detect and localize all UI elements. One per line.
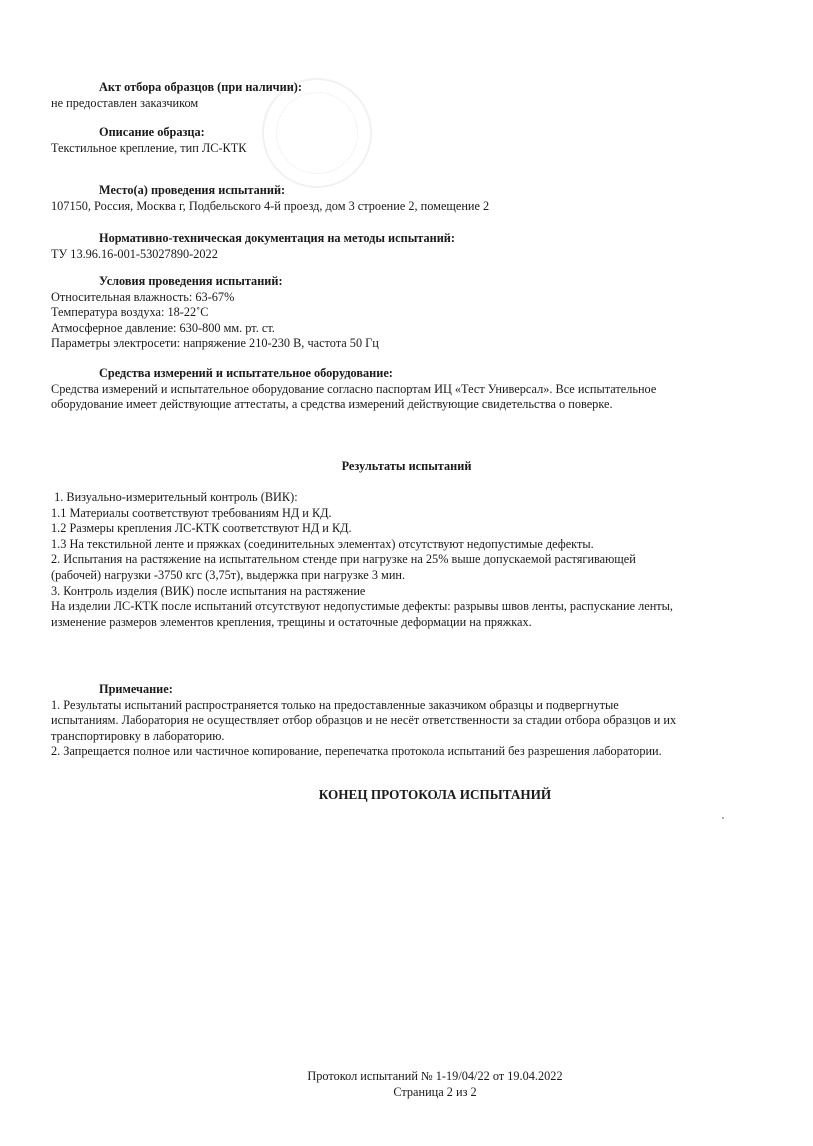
equipment-section bbox=[51, 366, 791, 413]
conditions-line: Относительная влажность: 63-67% bbox=[51, 289, 235, 304]
conditions-line: Параметры электросети: напряжение 210-230 В, частота 50 Гц bbox=[51, 336, 379, 351]
notes-section bbox=[51, 682, 761, 760]
results-line: 3. Контроль изделия (ВИК) после испытания на растяжение bbox=[51, 583, 366, 598]
end-of-protocol: КОНЕЦ ПРОТОКОЛА ИСПЫТАНИЙ bbox=[318, 787, 552, 802]
results-line: изменение размеров элементов крепления, трещины и остаточные деформации на пряжках. bbox=[51, 614, 532, 629]
test-location-heading: Место(а) проведения испытаний: bbox=[99, 183, 286, 197]
sampling-act-heading: Акт отбора образцов (при наличии): bbox=[99, 80, 302, 94]
notes-line: транспортировку в лабораторию. bbox=[51, 728, 225, 743]
results-line: На изделии ЛС-КТК после испытаний отсутствуют недопустимые дефекты: разрывы швов ленты, распускание ленты, bbox=[51, 599, 674, 614]
equipment-heading: Средства измерений и испытательное оборудование: bbox=[99, 366, 393, 380]
sample-description-text: Текстильное крепление, тип ЛС-КТК bbox=[51, 140, 247, 155]
equipment-line: оборудование имеет действующие аттестаты, а средства измерений действующие свидетельства о поверке. bbox=[51, 397, 613, 412]
footer-page-number: Страница 2 из 2 bbox=[393, 1084, 477, 1099]
conditions-line: Атмосферное давление: 630-800 мм. рт. ст. bbox=[51, 320, 275, 335]
normative-docs-section bbox=[51, 231, 771, 262]
test-location-text: 107150, Россия, Москва г, Подбельского 4-й проезд, дом 3 строение 2, помещение 2 bbox=[51, 198, 490, 213]
conditions-section bbox=[51, 274, 771, 352]
conditions-line: Температура воздуха: 18-22˚С bbox=[51, 305, 209, 320]
page-footer bbox=[0, 1069, 813, 1100]
results-line: 1.2 Размеры крепления ЛС-КТК соответствуют НД и КД. bbox=[51, 521, 352, 536]
results-line: 1.3 На текстильной ленте и пряжках (соединительных элементах) отсутствуют недопустимые дефекты. bbox=[51, 536, 594, 551]
results-line: (рабочей) нагрузки -3750 кгс (3,75т), выдержка при нагрузке 3 мин. bbox=[51, 567, 406, 582]
notes-heading: Примечание: bbox=[99, 682, 173, 696]
footer-protocol-number: Протокол испытаний № 1-19/04/22 от 19.04.2022 bbox=[307, 1069, 563, 1083]
sampling-act-section bbox=[51, 80, 771, 111]
notes-line: 1. Результаты испытаний распространяется только на предоставленные заказчиком образцы и подвергнутые bbox=[51, 697, 619, 712]
equipment-line: Средства измерений и испытательное оборудование согласно паспортам ИЦ «Тест Универсал». Все испытательное bbox=[51, 381, 657, 396]
normative-docs-text: ТУ 13.96.16-001-53027890-2022 bbox=[51, 246, 218, 261]
sample-description-section bbox=[51, 125, 771, 156]
results-section bbox=[51, 490, 751, 630]
scan-speck bbox=[722, 817, 724, 819]
notes-line: испытаниям. Лаборатория не осуществляет отбор образцов и не несёт ответственности за стадии отбора образцов и их bbox=[51, 713, 677, 728]
sampling-act-text: не предоставлен заказчиком bbox=[51, 95, 199, 110]
normative-docs-heading: Нормативно-техническая документация на методы испытаний: bbox=[99, 231, 455, 245]
results-line: 1. Визуально-измерительный контроль (ВИК): bbox=[51, 490, 298, 504]
sample-description-heading: Описание образца: bbox=[99, 125, 205, 139]
test-location-section bbox=[51, 183, 771, 214]
results-line: 2. Испытания на растяжение на испытательном стенде при нагрузке на 25% выше допускаемой растягивающей bbox=[51, 552, 636, 567]
results-heading: Результаты испытаний bbox=[341, 459, 472, 473]
conditions-heading: Условия проведения испытаний: bbox=[99, 274, 283, 288]
results-line: 1.1 Материалы соответствуют требованиям НД и КД. bbox=[51, 505, 332, 520]
notes-line: 2. Запрещается полное или частичное копирование, перепечатка протокола испытаний без разрешения лаборатории. bbox=[51, 744, 662, 759]
